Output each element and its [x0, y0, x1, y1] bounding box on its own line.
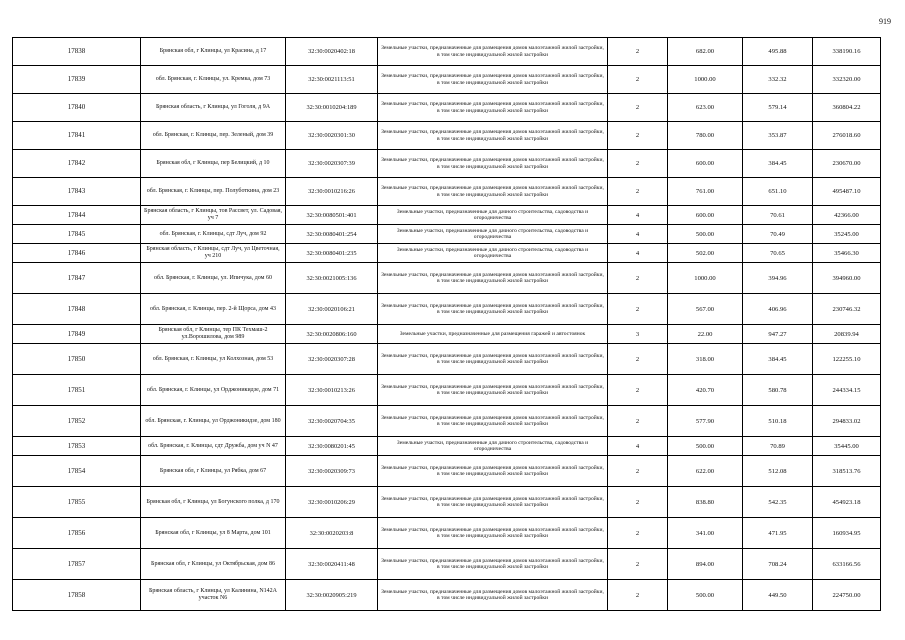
row-number: 17843 — [13, 178, 141, 206]
table-row — [13, 94, 881, 122]
cadastral-value-cell: 454923.18 — [813, 487, 881, 518]
group-cell: 2 — [608, 580, 668, 611]
cadastral-number-cell: 32:30:0080401:254 — [286, 225, 378, 244]
area-cell: 600.00 — [668, 150, 743, 178]
cadastral-number-cell: 32:30:0080501:401 — [286, 206, 378, 225]
cadastral-number-cell: 32:30:0020402:18 — [286, 38, 378, 66]
area-cell: 838.80 — [668, 487, 743, 518]
row-number: 17848 — [13, 294, 141, 325]
land-use-cell: Земельные участки, предназначенные для размещения домов малоэтажной жилой застройки, в том числе индивидуальной жилой застройки — [378, 456, 608, 487]
land-use-cell: Земельные участки, предназначенные для дачного строительства, садоводства и огородничества — [378, 225, 608, 244]
address-cell: Брянская обл, г Клинцы, ул Красина, д 17 — [141, 38, 286, 66]
address-cell: Брянская область, г Клинцы, сдт Луч, ул Цветочная, уч 210 — [141, 244, 286, 263]
specific-value-cell: 542.35 — [743, 487, 813, 518]
cadastral-number-cell: 32:30:0020905:219 — [286, 580, 378, 611]
area-cell: 567.00 — [668, 294, 743, 325]
area-cell: 500.00 — [668, 580, 743, 611]
specific-value-cell: 449.50 — [743, 580, 813, 611]
row-number: 17842 — [13, 150, 141, 178]
table-row — [13, 66, 881, 94]
table-row — [13, 344, 881, 375]
group-cell: 2 — [608, 38, 668, 66]
land-use-cell: Земельные участки, предназначенные для размещения домов малоэтажной жилой застройки, в том числе индивидуальной жилой застройки — [378, 122, 608, 150]
address-cell: обл. Брянская, г. Клинцы, сдт Луч, дом 92 — [141, 225, 286, 244]
row-number: 17856 — [13, 518, 141, 549]
address-cell: обл. Брянская, г. Клинцы, пер. Полуботкина, дом 23 — [141, 178, 286, 206]
specific-value-cell: 510.18 — [743, 406, 813, 437]
specific-value-cell: 332.32 — [743, 66, 813, 94]
table-row — [13, 580, 881, 611]
cadastral-value-cell: 224750.00 — [813, 580, 881, 611]
land-use-cell: Земельные участки, предназначенные для дачного строительства, садоводства и огородничества — [378, 437, 608, 456]
address-cell: Брянская область, г Клинцы, тов Рассвет, ул. Садовая, уч 7 — [141, 206, 286, 225]
table-row — [13, 150, 881, 178]
address-cell: Брянская обл, г Клинцы, тер ПК Техмаш-2 ул.Ворошилова, дом 989 — [141, 325, 286, 344]
table-body — [13, 38, 881, 611]
group-cell: 2 — [608, 344, 668, 375]
cadastral-number-cell: 32:30:0020704:35 — [286, 406, 378, 437]
area-cell: 600.00 — [668, 206, 743, 225]
table-row — [13, 406, 881, 437]
row-number: 17841 — [13, 122, 141, 150]
area-cell: 682.00 — [668, 38, 743, 66]
address-cell: обл. Брянская, г. Клинцы, ул. Кремка, дом 73 — [141, 66, 286, 94]
group-cell: 4 — [608, 206, 668, 225]
area-cell: 761.00 — [668, 178, 743, 206]
group-cell: 2 — [608, 518, 668, 549]
group-cell: 2 — [608, 263, 668, 294]
table-row — [13, 518, 881, 549]
address-cell: обл. Брянская, г. Клинцы, ул Колхозная, дом 53 — [141, 344, 286, 375]
cadastral-number-cell: 32:30:0020301:30 — [286, 122, 378, 150]
page-number: 919 — [879, 17, 891, 26]
cadastral-value-cell: 294833.02 — [813, 406, 881, 437]
land-register-table — [12, 37, 881, 611]
cadastral-value-cell: 244334.15 — [813, 375, 881, 406]
address-cell: обл. Брянская, г. Клинцы, пер. 2-й Щорса, дом 43 — [141, 294, 286, 325]
cadastral-value-cell: 276018.60 — [813, 122, 881, 150]
row-number: 17858 — [13, 580, 141, 611]
area-cell: 894.00 — [668, 549, 743, 580]
row-number: 17849 — [13, 325, 141, 344]
group-cell: 2 — [608, 456, 668, 487]
area-cell: 22.00 — [668, 325, 743, 344]
specific-value-cell: 708.24 — [743, 549, 813, 580]
cadastral-number-cell: 32:30:0020307:39 — [286, 150, 378, 178]
table-row — [13, 38, 881, 66]
row-number: 17846 — [13, 244, 141, 263]
row-number: 17839 — [13, 66, 141, 94]
land-use-cell: Земельные участки, предназначенные для размещения домов малоэтажной жилой застройки, в том числе индивидуальной жилой застройки — [378, 549, 608, 580]
group-cell: 4 — [608, 437, 668, 456]
group-cell: 2 — [608, 375, 668, 406]
row-number: 17840 — [13, 94, 141, 122]
cadastral-value-cell: 160934.95 — [813, 518, 881, 549]
land-use-cell: Земельные участки, предназначенные для размещения гаражей и автостоянок — [378, 325, 608, 344]
address-cell: Брянская область, г Клинцы, ул Калинина, N142А участок N6 — [141, 580, 286, 611]
row-number: 17847 — [13, 263, 141, 294]
cadastral-number-cell: 32:30:0080401:235 — [286, 244, 378, 263]
row-number: 17855 — [13, 487, 141, 518]
cadastral-number-cell: 32:30:0010213:26 — [286, 375, 378, 406]
table-row — [13, 325, 881, 344]
specific-value-cell: 580.78 — [743, 375, 813, 406]
group-cell: 4 — [608, 244, 668, 263]
specific-value-cell: 384.45 — [743, 344, 813, 375]
address-cell: обл. Брянская, г. Клинцы, ул. Ипичука, дом 60 — [141, 263, 286, 294]
address-cell: Брянская обл, г Клинцы, ул Богунского полка, д 170 — [141, 487, 286, 518]
cadastral-number-cell: 32:30:0020411:48 — [286, 549, 378, 580]
cadastral-value-cell: 633166.56 — [813, 549, 881, 580]
cadastral-value-cell: 394960.00 — [813, 263, 881, 294]
cadastral-number-cell: 32:30:0020309:73 — [286, 456, 378, 487]
group-cell: 2 — [608, 122, 668, 150]
row-number: 17838 — [13, 38, 141, 66]
area-cell: 623.00 — [668, 94, 743, 122]
row-number: 17850 — [13, 344, 141, 375]
table-row — [13, 549, 881, 580]
area-cell: 318.00 — [668, 344, 743, 375]
group-cell: 2 — [608, 487, 668, 518]
group-cell: 3 — [608, 325, 668, 344]
land-use-cell: Земельные участки, предназначенные для размещения домов малоэтажной жилой застройки, в том числе индивидуальной жилой застройки — [378, 580, 608, 611]
cadastral-value-cell: 35245.00 — [813, 225, 881, 244]
group-cell: 2 — [608, 94, 668, 122]
row-number: 17844 — [13, 206, 141, 225]
cadastral-number-cell: 32:30:0010206:29 — [286, 487, 378, 518]
land-use-cell: Земельные участки, предназначенные для размещения домов малоэтажной жилой застройки, в том числе индивидуальной жилой застройки — [378, 150, 608, 178]
group-cell: 2 — [608, 406, 668, 437]
land-use-cell: Земельные участки, предназначенные для размещения домов малоэтажной жилой застройки, в том числе индивидуальной жилой застройки — [378, 344, 608, 375]
address-cell: обл. Брянская, г. Клинцы, пер. Зеленый, дом 39 — [141, 122, 286, 150]
cadastral-value-cell: 332320.00 — [813, 66, 881, 94]
area-cell: 500.00 — [668, 225, 743, 244]
area-cell: 500.00 — [668, 437, 743, 456]
row-number: 17853 — [13, 437, 141, 456]
cadastral-number-cell: 32:30:0021005:136 — [286, 263, 378, 294]
specific-value-cell: 394.96 — [743, 263, 813, 294]
group-cell: 2 — [608, 549, 668, 580]
specific-value-cell: 947.27 — [743, 325, 813, 344]
row-number: 17845 — [13, 225, 141, 244]
group-cell: 2 — [608, 178, 668, 206]
cadastral-value-cell: 42366.00 — [813, 206, 881, 225]
cadastral-number-cell: 32:30:0020806:160 — [286, 325, 378, 344]
table-row — [13, 206, 881, 225]
cadastral-value-cell: 495487.10 — [813, 178, 881, 206]
cadastral-value-cell: 35466.30 — [813, 244, 881, 263]
cadastral-value-cell: 122255.10 — [813, 344, 881, 375]
specific-value-cell: 406.96 — [743, 294, 813, 325]
table-row — [13, 375, 881, 406]
specific-value-cell: 495.88 — [743, 38, 813, 66]
table-row — [13, 225, 881, 244]
address-cell: Брянская обл, г Клинцы, ул 8 Марта, дом 101 — [141, 518, 286, 549]
land-use-cell: Земельные участки, предназначенные для размещения домов малоэтажной жилой застройки, в том числе индивидуальной жилой застройки — [378, 487, 608, 518]
cadastral-number-cell: 32:30:0021113:51 — [286, 66, 378, 94]
table-row — [13, 244, 881, 263]
land-use-cell: Земельные участки, предназначенные для размещения домов малоэтажной жилой застройки, в том числе индивидуальной жилой застройки — [378, 178, 608, 206]
area-cell: 502.00 — [668, 244, 743, 263]
area-cell: 577.90 — [668, 406, 743, 437]
specific-value-cell: 384.45 — [743, 150, 813, 178]
specific-value-cell: 70.49 — [743, 225, 813, 244]
table-row — [13, 178, 881, 206]
cadastral-number-cell: 32:30:0010216:26 — [286, 178, 378, 206]
group-cell: 2 — [608, 294, 668, 325]
cadastral-number-cell: 32:30:0020106:21 — [286, 294, 378, 325]
land-use-cell: Земельные участки, предназначенные для размещения домов малоэтажной жилой застройки, в том числе индивидуальной жилой застройки — [378, 406, 608, 437]
area-cell: 780.00 — [668, 122, 743, 150]
row-number: 17857 — [13, 549, 141, 580]
cadastral-value-cell: 35445.00 — [813, 437, 881, 456]
land-use-cell: Земельные участки, предназначенные для размещения домов малоэтажной жилой застройки, в том числе индивидуальной жилой застройки — [378, 66, 608, 94]
address-cell: Брянская область, г Клинцы, ул Гоголя, д 9А — [141, 94, 286, 122]
specific-value-cell: 512.08 — [743, 456, 813, 487]
cadastral-value-cell: 230746.32 — [813, 294, 881, 325]
row-number: 17854 — [13, 456, 141, 487]
cadastral-value-cell: 230670.00 — [813, 150, 881, 178]
specific-value-cell: 579.14 — [743, 94, 813, 122]
specific-value-cell: 353.87 — [743, 122, 813, 150]
area-cell: 420.70 — [668, 375, 743, 406]
address-cell: обл. Брянская, г. Клинцы, ул Орджоникидзе, дом 71 — [141, 375, 286, 406]
table-row — [13, 122, 881, 150]
land-use-cell: Земельные участки, предназначенные для размещения домов малоэтажной жилой застройки, в том числе индивидуальной жилой застройки — [378, 263, 608, 294]
group-cell: 4 — [608, 225, 668, 244]
address-cell: обл. Брянская, г. Клинцы, сдт Дружба, дом уч N 47 — [141, 437, 286, 456]
row-number: 17852 — [13, 406, 141, 437]
table-row — [13, 294, 881, 325]
table-row — [13, 487, 881, 518]
cadastral-value-cell: 338190.16 — [813, 38, 881, 66]
cadastral-value-cell: 318513.76 — [813, 456, 881, 487]
area-cell: 1000.00 — [668, 66, 743, 94]
land-use-cell: Земельные участки, предназначенные для размещения домов малоэтажной жилой застройки, в том числе индивидуальной жилой застройки — [378, 38, 608, 66]
address-cell: обл. Брянская, г. Клинцы, ул Орджоникидзе, дом 180 — [141, 406, 286, 437]
cadastral-number-cell: 32:30:0010204:189 — [286, 94, 378, 122]
land-use-cell: Земельные участки, предназначенные для дачного строительства, садоводства и огородничества — [378, 206, 608, 225]
area-cell: 622.00 — [668, 456, 743, 487]
address-cell: Брянская обл, г Клинцы, ул Рябка, дом 67 — [141, 456, 286, 487]
land-use-cell: Земельные участки, предназначенные для размещения домов малоэтажной жилой застройки, в том числе индивидуальной жилой застройки — [378, 375, 608, 406]
row-number: 17851 — [13, 375, 141, 406]
cadastral-number-cell: 32:30:0020307:28 — [286, 344, 378, 375]
table-row — [13, 437, 881, 456]
land-use-cell: Земельные участки, предназначенные для размещения домов малоэтажной жилой застройки, в том числе индивидуальной жилой застройки — [378, 518, 608, 549]
specific-value-cell: 70.61 — [743, 206, 813, 225]
area-cell: 1000.00 — [668, 263, 743, 294]
cadastral-number-cell: 32:30:0020203:8 — [286, 518, 378, 549]
table-row — [13, 263, 881, 294]
specific-value-cell: 471.95 — [743, 518, 813, 549]
specific-value-cell: 70.65 — [743, 244, 813, 263]
group-cell: 2 — [608, 66, 668, 94]
cadastral-number-cell: 32:30:0080201:45 — [286, 437, 378, 456]
area-cell: 341.00 — [668, 518, 743, 549]
address-cell: Брянская обл, г Клинцы, пер Белицкий, д 10 — [141, 150, 286, 178]
address-cell: Брянская обл, г Клинцы, ул Октябрьская, дом 86 — [141, 549, 286, 580]
land-use-cell: Земельные участки, предназначенные для дачного строительства, садоводства и огородничества — [378, 244, 608, 263]
cadastral-value-cell: 20839.94 — [813, 325, 881, 344]
cadastral-value-cell: 360804.22 — [813, 94, 881, 122]
specific-value-cell: 651.10 — [743, 178, 813, 206]
land-use-cell: Земельные участки, предназначенные для размещения домов малоэтажной жилой застройки, в том числе индивидуальной жилой застройки — [378, 294, 608, 325]
table-row — [13, 456, 881, 487]
land-use-cell: Земельные участки, предназначенные для размещения домов малоэтажной жилой застройки, в том числе индивидуальной жилой застройки — [378, 94, 608, 122]
specific-value-cell: 70.89 — [743, 437, 813, 456]
group-cell: 2 — [608, 150, 668, 178]
